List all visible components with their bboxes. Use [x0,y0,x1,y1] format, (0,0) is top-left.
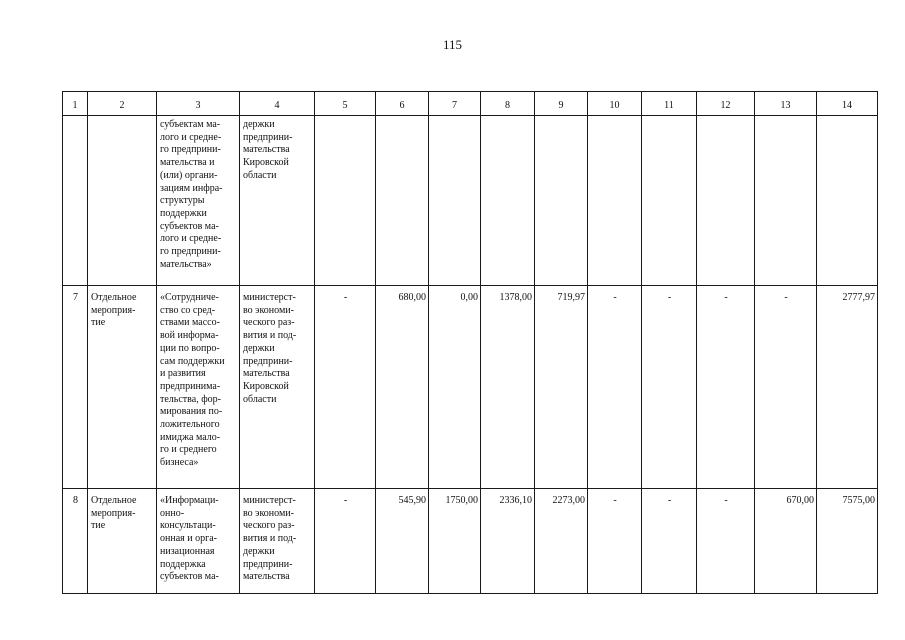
event-type-cell [88,116,157,286]
budget-table [62,91,878,594]
event-type-cell: Отдельное мероприя- тие [88,286,157,489]
column-header: 5 [315,92,376,116]
event-type-cell: Отдельное мероприя- тие [88,489,157,594]
value-cell [535,116,588,286]
column-header: 12 [697,92,755,116]
value-cell [376,116,429,286]
value-cell: - [642,286,697,489]
responsible-executor-cell: министерст- во экономи- ческого раз- вития и под- держки предприни- мательства [240,489,315,594]
event-name-cell: «Сотрудниче- ство со сред- ствами массо- вой информа- ции по вопро- сам поддержки и развития предпринима- тельства, фор- мирования по- ложительного имиджа мало- го и среднего бизнеса» [157,286,240,489]
responsible-executor-cell: министерст- во экономи- ческого раз- вития и под- держки предприни- мательства Кировской области [240,286,315,489]
value-cell: 670,00 [755,489,817,594]
row-number-cell: 7 [63,286,88,489]
value-cell [642,116,697,286]
total-cell: 2777,97 [817,286,878,489]
value-cell: 2273,00 [535,489,588,594]
value-cell: - [642,489,697,594]
value-cell: - [315,489,376,594]
responsible-executor-cell: держки предприни- мательства Кировской области [240,116,315,286]
value-cell: 545,90 [376,489,429,594]
column-header: 7 [429,92,481,116]
column-header: 4 [240,92,315,116]
value-cell: - [315,286,376,489]
value-cell: - [697,286,755,489]
value-cell [315,116,376,286]
value-cell: 680,00 [376,286,429,489]
value-cell [755,116,817,286]
value-cell: - [697,489,755,594]
column-header: 14 [817,92,878,116]
event-name-cell: субъектам ма- лого и средне- го предприни- мательства и (или) органи- зациям инфра- структуры поддержки субъектов ма- лого и средне- го предприни- мательства» [157,116,240,286]
row-number-cell [63,116,88,286]
page-number: 115 [442,37,463,52]
value-cell [429,116,481,286]
table-row [63,116,878,286]
column-header: 9 [535,92,588,116]
total-cell: 7575,00 [817,489,878,594]
column-header: 10 [588,92,642,116]
table-row [63,489,878,594]
value-cell [481,116,535,286]
header-row [63,92,878,116]
column-header: 1 [63,92,88,116]
value-cell: 0,00 [429,286,481,489]
value-cell: 1378,00 [481,286,535,489]
total-cell [817,116,878,286]
value-cell: 719,97 [535,286,588,489]
column-header: 8 [481,92,535,116]
column-header: 6 [376,92,429,116]
value-cell: - [588,489,642,594]
value-cell [588,116,642,286]
value-cell: 2336,10 [481,489,535,594]
column-header: 11 [642,92,697,116]
column-header: 3 [157,92,240,116]
column-header: 2 [88,92,157,116]
value-cell: - [588,286,642,489]
column-header: 13 [755,92,817,116]
row-number-cell: 8 [63,489,88,594]
value-cell [697,116,755,286]
event-name-cell: «Информаци- онно- консультаци- онная и орга- низационная поддержка субъектов ма- [157,489,240,594]
value-cell: 1750,00 [429,489,481,594]
table-row [63,286,878,489]
value-cell: - [755,286,817,489]
